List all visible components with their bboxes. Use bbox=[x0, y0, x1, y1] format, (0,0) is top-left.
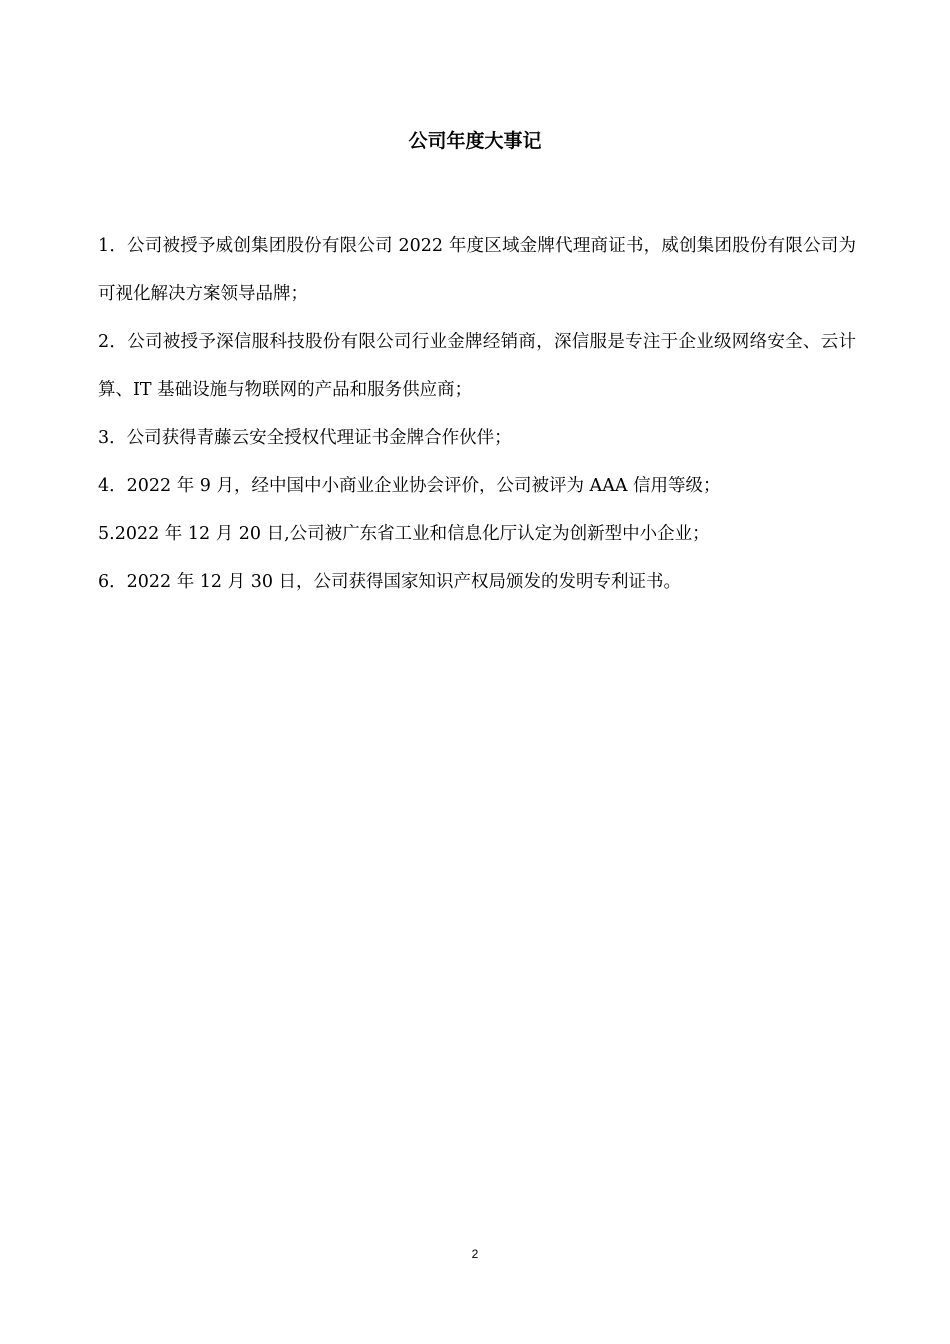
event-item-2: 2．公司被授予深信服科技股份有限公司行业金牌经销商，深信服是专注于企业级网络安全、云计算、IT 基础设施与物联网的产品和服务供应商； bbox=[98, 332, 856, 400]
event-list bbox=[98, 222, 856, 606]
event-item-5: 5.2022 年 12 月 20 日,公司被广东省工业和信息化厅认定为创新型中小企业； bbox=[98, 524, 710, 544]
page-number: 2 bbox=[471, 1247, 479, 1261]
event-item-4: 4．2022 年 9 月，经中国中小商业企业协会评价，公司被评为 AAA 信用等级； bbox=[98, 476, 721, 496]
event-item-6: 6．2022 年 12 月 30 日，公司获得国家知识产权局颁发的发明专利证书。 bbox=[98, 572, 682, 592]
event-item-3: 3．公司获得青藤云安全授权代理证书金牌合作伙伴； bbox=[98, 428, 512, 448]
event-item-1: 1．公司被授予威创集团股份有限公司 2022 年度区域金牌代理商证书，威创集团股份有限公司为可视化解决方案领导品牌； bbox=[98, 236, 856, 304]
page-title: 公司年度大事记 bbox=[408, 130, 542, 152]
